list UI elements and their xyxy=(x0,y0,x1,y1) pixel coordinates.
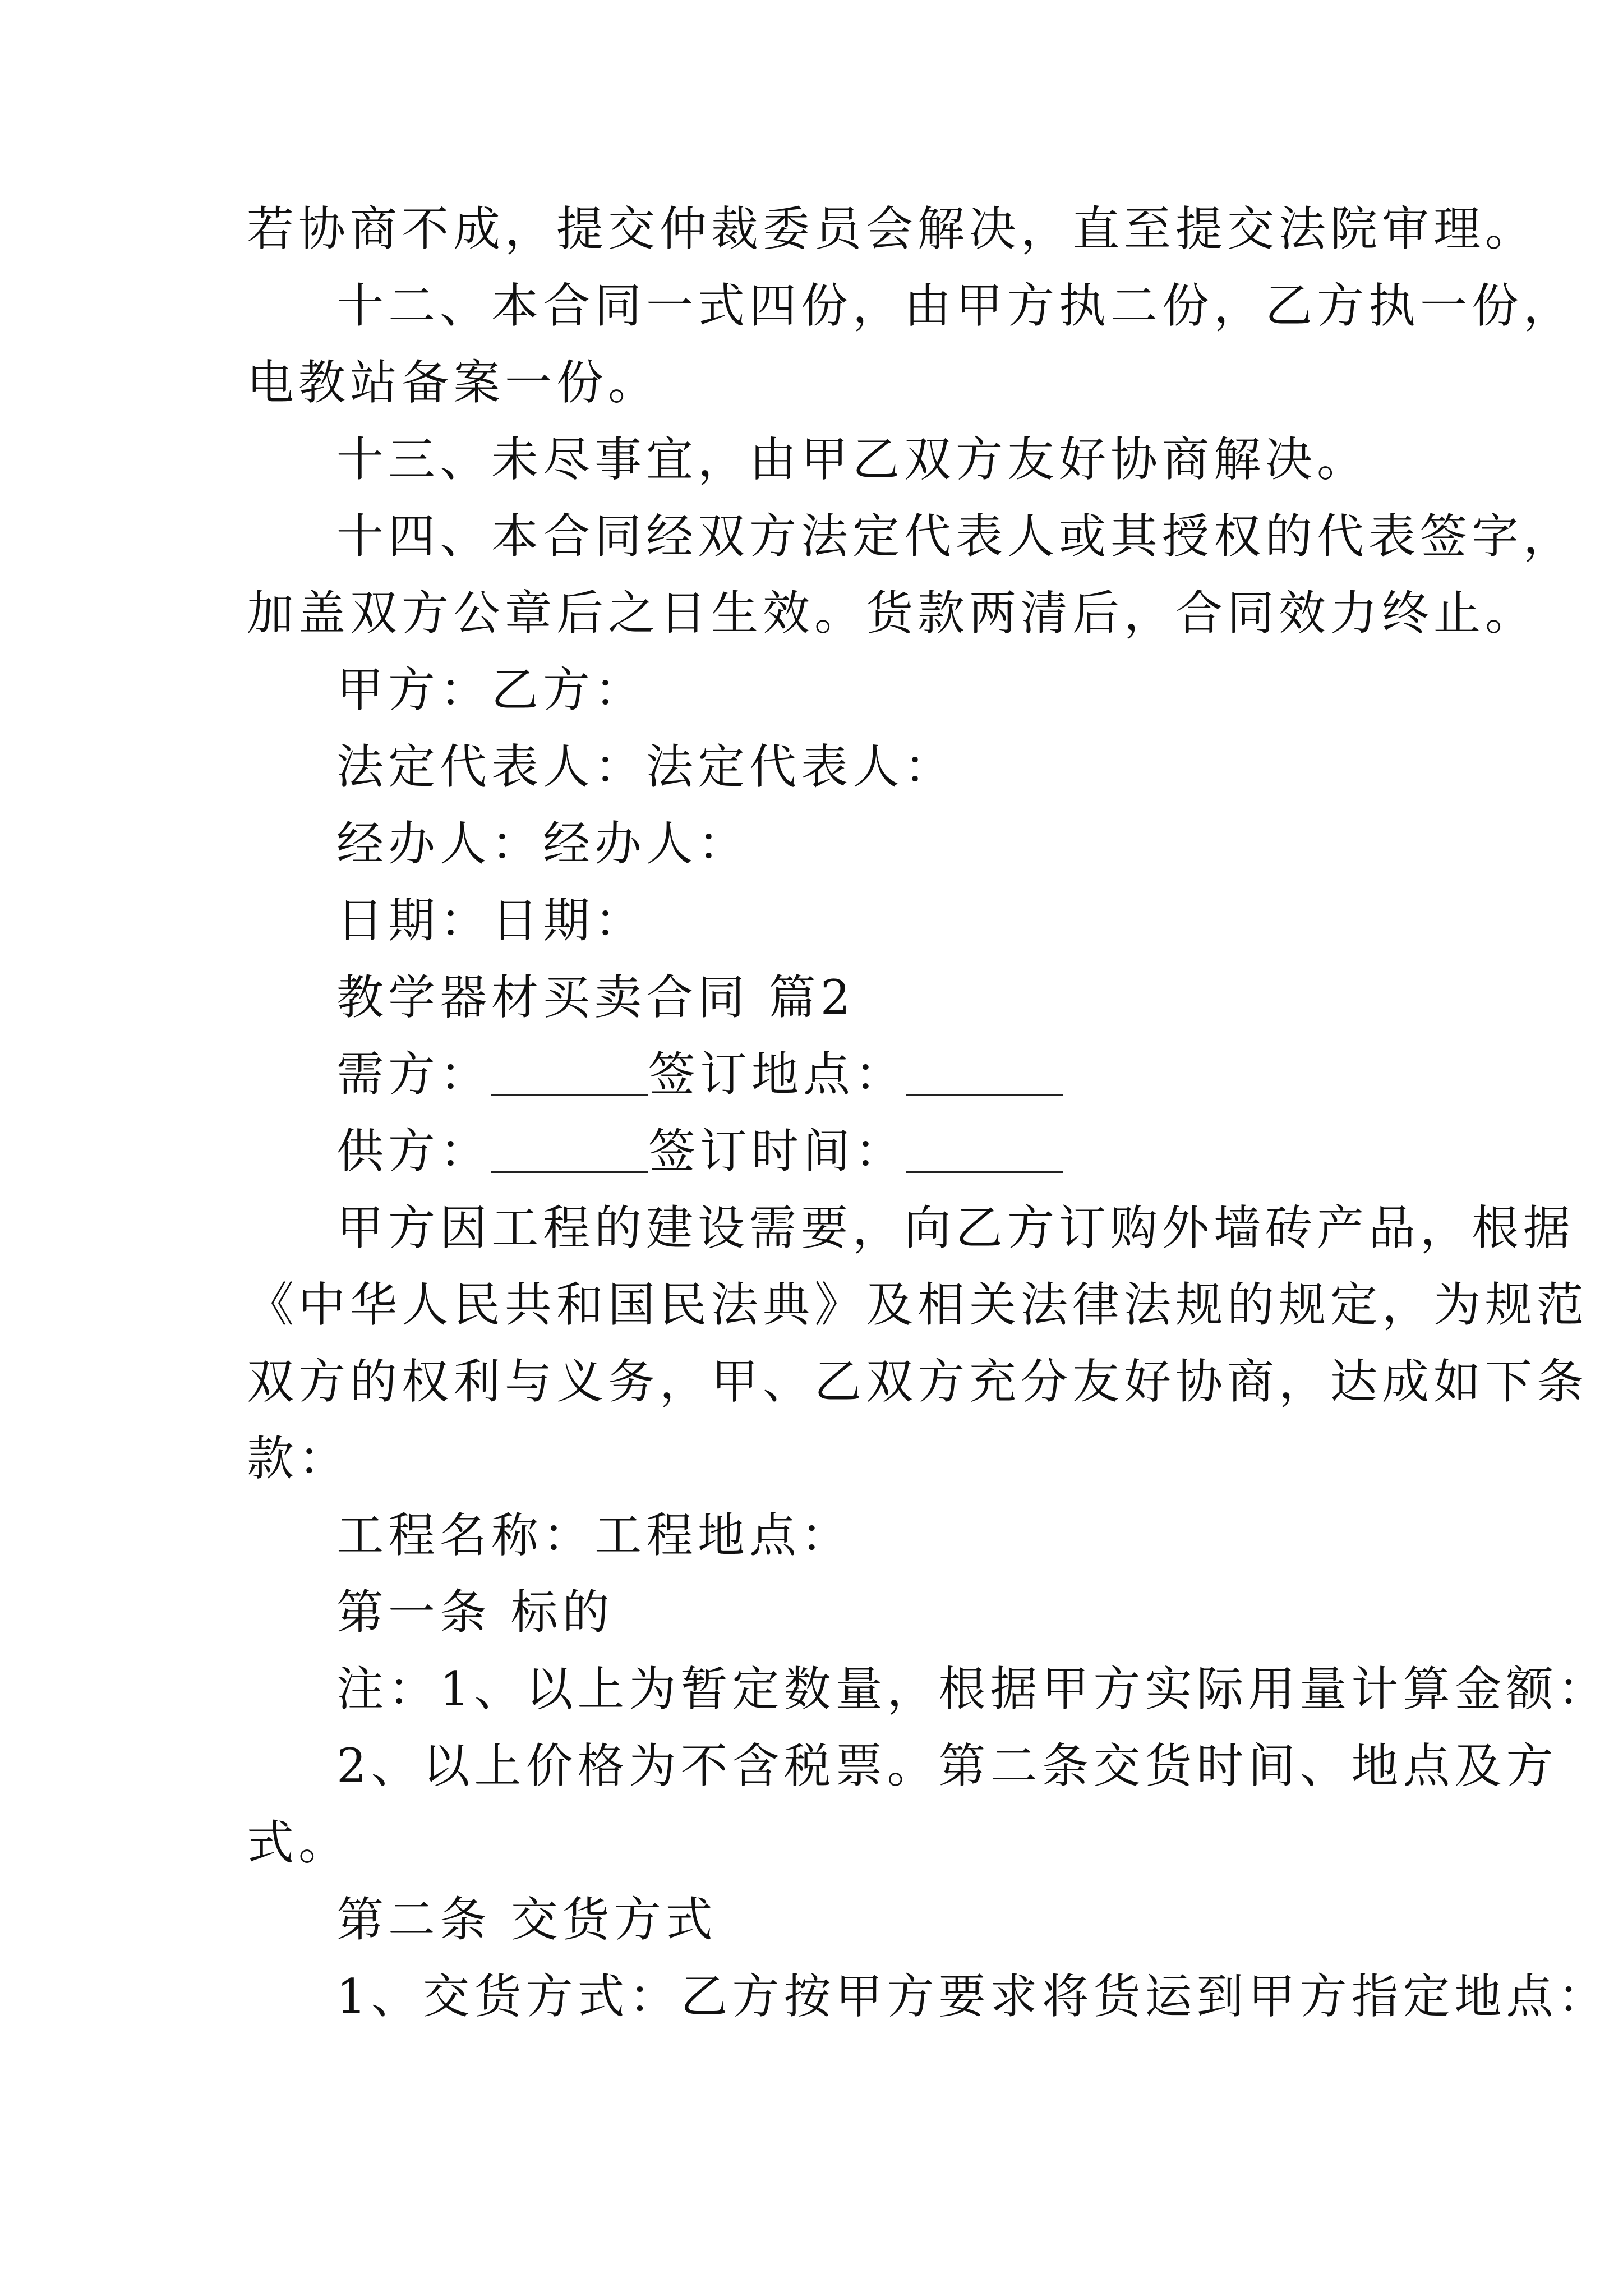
paragraph-line: 《中华人民共和国民法典》及相关法律法规的规定，为规范 xyxy=(247,1277,1589,1332)
signature-line: 甲方：乙方： xyxy=(336,662,647,717)
paragraph-line: 工程名称：工程地点： xyxy=(336,1508,853,1563)
document-body xyxy=(247,191,1610,2035)
paragraph-line: 若协商不成，提交仲裁委员会解决，直至提交法院审理。 xyxy=(247,201,1537,256)
sign-place-label: 签订地点： xyxy=(648,1047,907,1102)
form-line-demand xyxy=(247,1036,1402,1113)
paragraph-line: 电教站备案一份。 xyxy=(247,355,660,410)
article-heading: 第一条 标的 xyxy=(336,1585,614,1640)
sign-time-label: 签订时间： xyxy=(648,1124,907,1179)
paragraph-line: 十三、未尽事宜，由甲乙双方友好协商解决。 xyxy=(336,432,1369,487)
paragraph-line: 1、交货方式：乙方按甲方要求将货运到甲方指定地点： xyxy=(336,1969,1610,2024)
paragraph-line: 甲方因工程的建设需要，向乙方订购外墙砖产品，根据 xyxy=(336,1200,1575,1255)
article-heading: 第二条 交货方式 xyxy=(336,1892,717,1947)
supply-label: 供方： xyxy=(336,1124,492,1179)
blank-field xyxy=(491,1053,648,1096)
section-heading: 教学器材买卖合同 篇2 xyxy=(336,970,855,1025)
paragraph-line: 十四、本合同经双方法定代表人或其授权的代表签字， xyxy=(336,509,1575,564)
paragraph-line: 2、以上价格为不含税票。第二条交货时间、地点及方 xyxy=(336,1738,1558,1793)
paragraph-line: 式。 xyxy=(247,1815,351,1870)
signature-line: 日期：日期： xyxy=(336,893,647,948)
paragraph-line: 款： xyxy=(247,1431,351,1486)
signature-line: 法定代表人：法定代表人： xyxy=(336,739,956,794)
paragraph-line: 双方的权利与义务，甲、乙双方充分友好协商，达成如下条 xyxy=(247,1354,1589,1409)
demand-label: 需方： xyxy=(336,1047,492,1102)
signature-line: 经办人：经办人： xyxy=(336,816,750,871)
paragraph-line: 注：1、以上为暂定数量，根据甲方实际用量计算金额： xyxy=(336,1662,1610,1717)
paragraph-line: 加盖双方公章后之日生效。货款两清后，合同效力终止。 xyxy=(247,586,1537,641)
form-line-supply xyxy=(247,1113,1402,1190)
blank-field xyxy=(906,1130,1063,1173)
blank-field xyxy=(906,1053,1063,1096)
blank-field xyxy=(491,1130,648,1173)
paragraph-line: 十二、本合同一式四份，由甲方执二份，乙方执一份， xyxy=(336,278,1575,333)
